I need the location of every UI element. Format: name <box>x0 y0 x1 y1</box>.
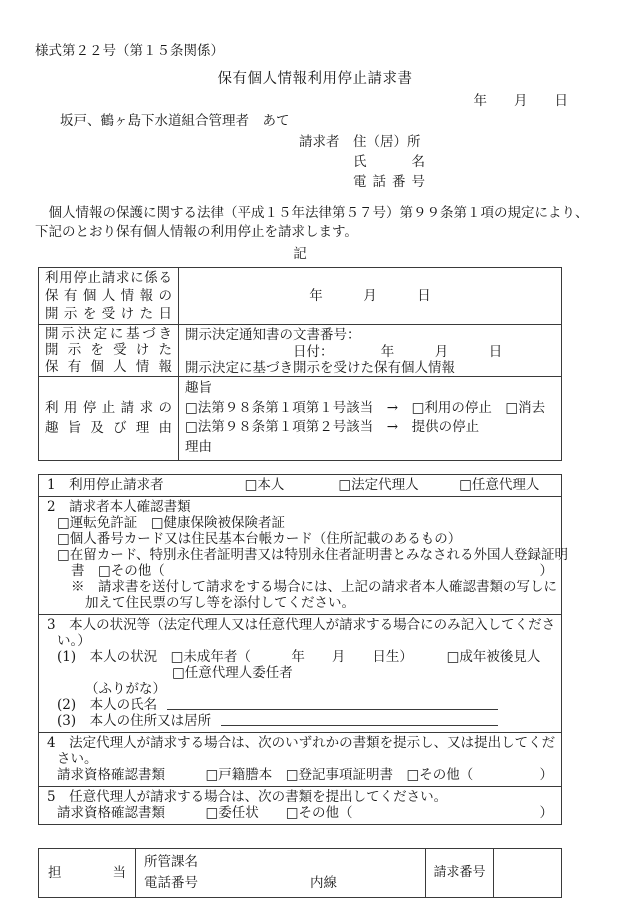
applicant-info-table <box>38 474 569 825</box>
office-use-table <box>38 848 562 898</box>
request-number-label-cell <box>426 849 494 897</box>
disclosure-date-field[interactable]: 年 月 日 <box>309 288 431 304</box>
voluntary-agent-docs-checkboxes[interactable]: 請求資格確認書類 □委任状 □その他（ ） <box>57 805 553 821</box>
legal-agent-header-line-2: さい。 <box>57 751 98 767</box>
request-number-label: 請求番号 <box>433 865 486 880</box>
mailing-note-line-2: 加えて住民票の写し等を添付してください。 <box>85 595 355 611</box>
department-cell <box>136 849 426 897</box>
name-field-label: 氏名 <box>353 154 425 170</box>
principal-address-input-line[interactable] <box>221 713 498 726</box>
identity-doc-checkbox-line-3[interactable]: □在留カード、特別永住者証明書又は特別永住者証明書とみなされる外国人登録証明 <box>57 547 569 563</box>
extension-label: 内線 <box>310 875 337 891</box>
item-5-voluntary-agent-row <box>39 786 561 824</box>
purpose-reason-cell <box>179 377 561 460</box>
reason-label: 理由 <box>185 438 212 455</box>
principal-status-checkboxes[interactable]: (1) 本人の状況 □未成年者（ 年 月 日生） □成年被後見人 <box>57 649 541 665</box>
blank-fill[interactable] <box>165 563 540 579</box>
address-field-label: 住（居）所 <box>353 134 421 150</box>
doc-date-field[interactable]: 日付： 年 月 日 <box>185 343 503 360</box>
blank-fill[interactable] <box>353 805 540 821</box>
principal-name-field <box>47 697 553 713</box>
intro-line-1: 個人情報の保護に関する法律（平成１５年法律第５７号）第９９条第１項の規定により、 <box>35 205 589 221</box>
blank-fill[interactable] <box>473 767 539 783</box>
item-1-requester-row <box>39 475 561 496</box>
principal-address-field <box>47 713 553 729</box>
phone-field-label: 電話番号 <box>353 174 425 190</box>
identity-doc-other-checkbox[interactable]: 書 □その他（ ） <box>71 563 553 579</box>
row-header-purpose-reason: 利用停止請求の 趣旨及び理由 <box>39 377 179 460</box>
mailing-note-line-1: ※ 請求書を送付して請求をする場合には、上記の請求者本人確認書類の写しに <box>71 579 557 595</box>
principal-address-label: (3) 本人の住所又は居所 <box>57 713 212 729</box>
requester-block <box>299 132 630 192</box>
purpose-label: 趣旨 <box>185 380 212 396</box>
principal-name-input-line[interactable] <box>167 697 498 710</box>
row-header-disclosure-date: 利用停止請求に係る 保有個人情報の 開示を受けた日 <box>39 268 179 324</box>
submission-date-field[interactable]: 年 月 日 <box>473 93 568 109</box>
item-4-legal-agent-row <box>39 732 561 786</box>
department-name-label: 所管課名 <box>144 854 198 870</box>
request-number-value-cell[interactable] <box>494 849 561 897</box>
request-details-table <box>38 267 562 461</box>
furigana-label: （ふりがな） <box>85 681 166 697</box>
identity-doc-checkbox-line-2[interactable]: □個人番号カード又は住民基本台帳カード（住所記載のあるもの） <box>57 531 462 547</box>
item-3-principal-status-row <box>39 614 561 732</box>
intro-paragraph <box>35 204 630 242</box>
principal-status-header-line-2: い。） <box>57 633 91 649</box>
voluntary-agent-header: 5 任意代理人が請求する場合は、次の書類を提出してください。 <box>47 789 448 805</box>
page-title: 保有個人情報利用停止請求書 <box>217 71 413 87</box>
intro-line-2: 下記のとおり保有個人情報の利用停止を請求します。 <box>35 224 358 240</box>
table-row-purpose-reason <box>39 376 561 460</box>
voluntary-agent-delegator-checkbox[interactable]: □任意代理人委任者 <box>172 665 293 681</box>
ki-heading: 記 <box>293 246 307 262</box>
purpose-option-1-checkbox[interactable]: □法第９８条第１項第１号該当 → □利用の停止 □消去 <box>185 399 546 416</box>
staff-label: 担当 <box>48 865 126 881</box>
form-number: 様式第２２号（第１５条関係） <box>35 43 224 59</box>
principal-status-header-line-1: 3 本人の状況等（法定代理人又は任意代理人が請求する場合にのみ記入してくださ <box>47 617 556 633</box>
phone-number-label: 電話番号 <box>144 875 198 891</box>
staff-cell <box>39 849 136 897</box>
row-header-disclosed-info: 開示決定に基づき 開示を受けた 保有個人情報 <box>39 325 179 376</box>
requester-type-checkboxes[interactable]: 1 利用停止請求者 □本人 □法定代理人 □任意代理人 <box>47 477 540 493</box>
spacer <box>198 873 310 894</box>
table-row-disclosed-info <box>39 324 561 376</box>
legal-agent-docs-checkboxes[interactable]: 請求資格確認書類 □戸籍謄本 □登記事項証明書 □その他（ ） <box>57 767 553 783</box>
requester-label: 請求者 <box>299 134 340 150</box>
purpose-option-2-checkbox[interactable]: □法第９８条第１項第２号該当 → 提供の停止 <box>185 419 480 435</box>
legal-agent-header-line-1: 4 法定代理人が請求する場合は、次のいずれかの書類を提示し、又は提出してくだ <box>47 735 556 751</box>
disclosed-info-cell <box>179 325 561 376</box>
doc-number-field[interactable]: 開示決定通知書の文書番号： <box>185 327 361 343</box>
item-2-identity-docs-row <box>39 496 569 614</box>
principal-name-label: (2) 本人の氏名 <box>57 697 158 713</box>
disclosed-info-label: 開示決定に基づき開示を受けた保有個人情報 <box>185 360 455 376</box>
identity-doc-checkbox-line-1[interactable]: □運転免許証 □健康保険被保険者証 <box>57 515 286 531</box>
table-row-disclosure-date <box>39 268 561 324</box>
addressee-line: 坂戸、鶴ヶ島下水道組合管理者 あて <box>60 113 290 129</box>
identity-docs-header: 2 請求者本人確認書類 <box>47 499 191 515</box>
